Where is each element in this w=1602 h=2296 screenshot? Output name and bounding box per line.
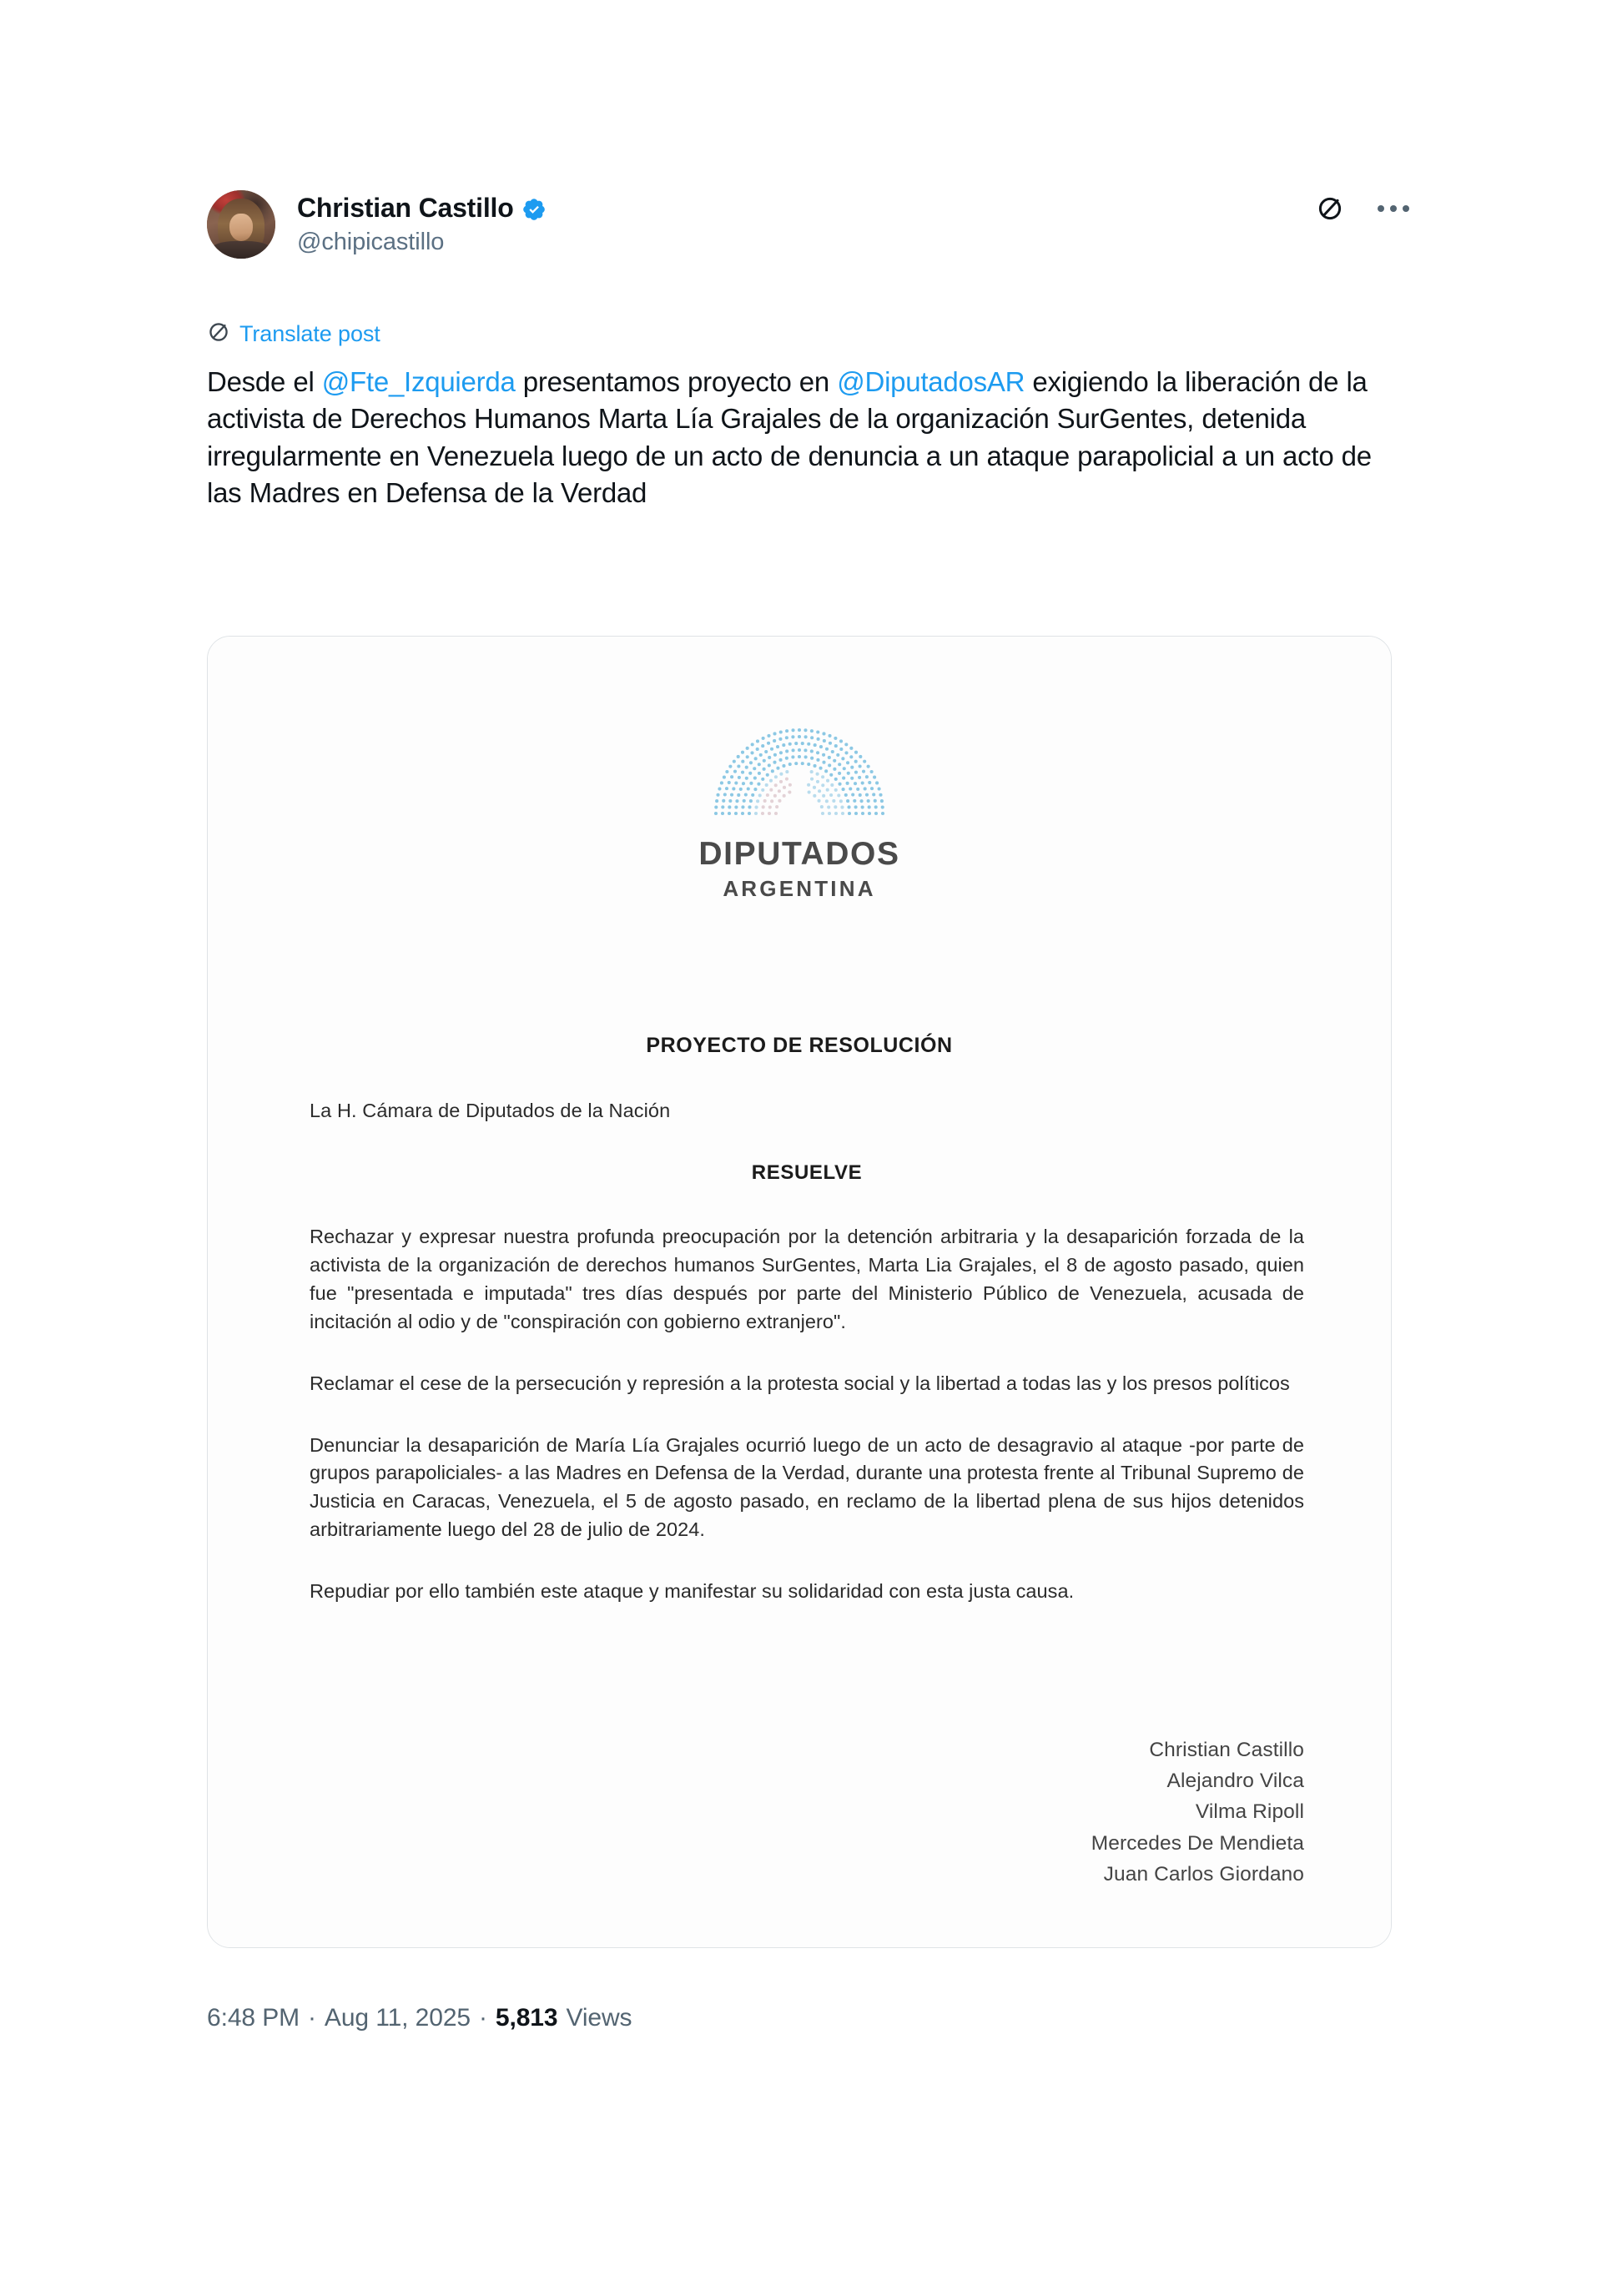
hemicycle-logo-icon (707, 727, 892, 824)
post-header-actions (1315, 194, 1412, 224)
grok-icon[interactable] (1315, 194, 1345, 224)
media-card[interactable] (207, 636, 1392, 1948)
document-paragraph: Denunciar la desaparición de María Lía Grajales ocurrió luego de un acto de desagravio al ataque -por parte de grupos parapoliciales- a las Madres en Defensa de la Verdad, durante una protesta frente al Tribunal Supremo de Justicia en Caracas, Venezuela, el 5 de agosto pasado, en reclamo de la libertad plena de sus hijos detenidos arbitrariamente luego del 28 de julio de 2024. (310, 1433, 1304, 1540)
verified-badge-icon (521, 197, 547, 222)
author-name-block (297, 190, 547, 259)
signature-line: Vilma Ripoll (1195, 1800, 1304, 1824)
tweet-segment-text: Desde el (207, 366, 322, 397)
resuelve-heading: RESUELVE (751, 1161, 863, 1185)
grok-translate-icon (207, 320, 230, 348)
signature-line: Juan Carlos Giordano (1103, 1862, 1304, 1886)
author-handle[interactable]: @chipicastillo (297, 229, 445, 256)
signature-line: Mercedes De Mendieta (1091, 1831, 1304, 1855)
resolution-document (208, 637, 1391, 1947)
document-body (310, 1097, 1304, 1606)
tweet-segment-text: exigiendo la liberación de la activista de Derechos Humanos Marta Lía Grajales de la organización SurGentes, detenida irregularmente en Venezuela luego de un acto de denuncia a un ataque parapolicial a un acto de las Madres en Defensa de la Verdad (207, 366, 1372, 509)
views-count[interactable]: 5,813 (495, 2004, 558, 2032)
diputados-logo (208, 727, 1391, 902)
translate-post-button[interactable] (207, 320, 380, 348)
tweet-body-text (207, 364, 1393, 512)
logo-word-argentina: ARGENTINA (723, 876, 876, 901)
post-footer (207, 2004, 632, 2032)
logo-word-diputados: DIPUTADOS (698, 836, 900, 872)
document-paragraph: Repudiar por ello también este ataque y manifestar su solidaridad con esta justa causa. (310, 1579, 1075, 1602)
translate-post-label[interactable]: Translate post (239, 321, 380, 346)
document-title: PROYECTO DE RESOLUCIÓN (646, 1034, 953, 1057)
more-options-icon[interactable] (1375, 194, 1412, 224)
more-dot (1378, 205, 1384, 212)
document-paragraph: Rechazar y expresar nuestra profunda preocupación por la detención arbitraria y la desaparición forzada de la activista de la organización de derechos humanos SurGentes, Marta Lia Grajales, el 8 de agosto pasado, quien fue "presentada e imputada" tres días después por parte del Ministerio Público de Venezuela, acusada de incitación al odio y de "conspiración con gobierno extranjero". (310, 1226, 1304, 1332)
tweet-segment-text: presentamos proyecto en (515, 366, 838, 397)
avatar-body (211, 241, 271, 259)
document-paragraph: Reclamar el cese de la persecución y represión a la protesta social y la libertad a todas las y los presos políticos (310, 1372, 1290, 1394)
more-dot (1403, 205, 1409, 212)
post-time: 6:48 PM (207, 2004, 300, 2032)
footer-separator: · (479, 2004, 487, 2032)
mention-link-fte-izquierda[interactable]: @Fte_Izquierda (321, 366, 516, 397)
mention-link-diputadosar[interactable]: @DiputadosAR (837, 366, 1025, 397)
display-name[interactable]: Christian Castillo (297, 193, 514, 223)
post-header (207, 190, 1392, 270)
footer-separator: · (308, 2004, 316, 2032)
signature-line: Christian Castillo (1149, 1739, 1304, 1761)
views-label[interactable]: Views (566, 2004, 632, 2032)
display-name-row[interactable] (297, 192, 547, 224)
signature-line: Alejandro Vilca (1166, 1770, 1304, 1793)
avatar-face (229, 214, 253, 241)
chamber-line: La H. Cámara de Diputados de la Nación (310, 1100, 671, 1121)
avatar[interactable] (207, 190, 275, 259)
document-signatures (1091, 1735, 1304, 1890)
more-dot (1390, 205, 1397, 212)
post-date: Aug 11, 2025 (324, 2004, 471, 2032)
